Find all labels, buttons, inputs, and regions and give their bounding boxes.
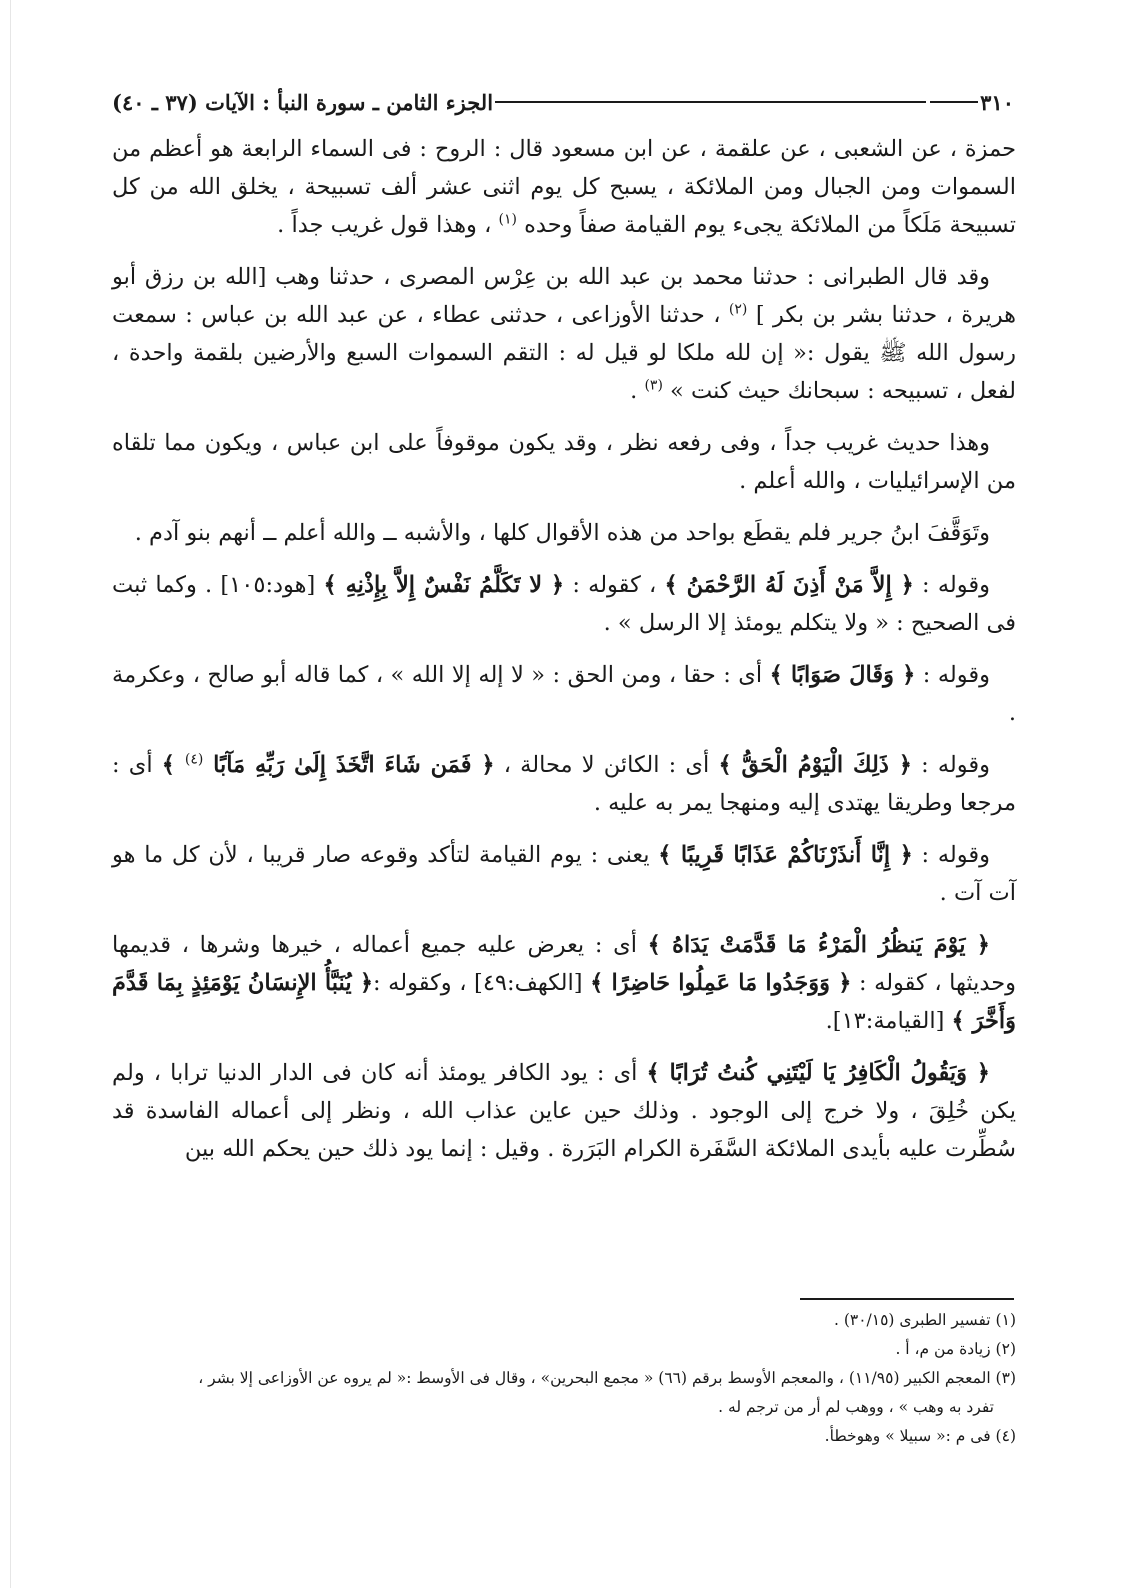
quran-quote: ﴿ لا تَكَلَّمُ نَفْسٌ إِلاَّ بِإِذْنِهِ ﴾ — [323, 572, 565, 598]
quran-quote: ﴿ يُنَبَّأُ الإِنسَانُ يَوْمَئِذٍ بِمَا قَدَّمَ وَأَخَّرَ ﴾ — [112, 970, 1016, 1034]
paragraph-1 — [112, 130, 1016, 244]
text-run: وقوله : — [911, 752, 991, 778]
footnote-marker: (٣) — [644, 377, 663, 394]
footnote-1: (١) تفسير الطبرى (٣٠/١٥) . — [833, 1311, 1016, 1329]
quran-quote: ﴿ وَقَالَ صَوَابًا ﴾ — [769, 662, 916, 688]
paragraph-3 — [112, 424, 1016, 500]
paragraph-10 — [112, 1054, 1016, 1168]
footnote-3-continued: تفرد به وهب » ، ووهب لم أر من ترجم له . — [718, 1398, 994, 1416]
running-header — [112, 84, 1014, 120]
quran-quote: ﴿ إِنَّا أَنذَرْنَاكُمْ عَذَابًا قَرِيبًا ﴾ — [658, 842, 913, 868]
footnote-marker: (١) — [498, 211, 517, 228]
footnote-separator — [800, 1298, 1014, 1300]
text-run: [هود:١٠٥] . وكما ثبت فى الصحيح : « ولا يتكلم يومئذ إلا الرسل » . — [112, 572, 1016, 636]
paragraph-6 — [112, 656, 1016, 732]
paragraph-2 — [112, 258, 1016, 410]
text-run: أى : يعرض عليه جميع أعماله ، خيرها وشرها ، قديمها وحديثها ، كقوله : — [112, 932, 1016, 996]
page-number: ٣١٠ — [980, 89, 1014, 115]
text-run: حمزة ، عن الشعبى ، عن علقمة ، عن ابن مسعود قال : الروح : فى السماء الرابعة هو أعظم من السموات ومن الجبال ومن الملائكة ، يسبح كل يوم اثنى عشر ألف تسبيحة ، يخلق الله من كل تسبيحة مَلَكاً من الملائكة يجىء يوم القيامة صفاً وحده — [112, 136, 1016, 238]
text-run: أى : مرجعا وطريقا يهتدى إليه ومنهجا يمر به عليه . — [112, 752, 1016, 816]
header-rule-short — [930, 101, 978, 103]
paragraph-5 — [112, 566, 1016, 642]
running-title: الجزء الثامن ـ سورة النبأ : الآيات (٣٧ ـ ٤٠) — [112, 89, 494, 115]
footnote-3: (٣) المعجم الكبير (١١/٩٥) ، والمعجم الأوسط برقم (٦٦) « مجمع البحرين» ، وقال فى الأوسط :« لم يروه عن الأوزاعى إلا بشر ، — [198, 1369, 1016, 1387]
paragraph-9 — [112, 926, 1016, 1040]
text-run: أى : حقا ، ومن الحق : « لا إله إلا الله » ، كما قاله أبو صالح ، وعكرمة . — [112, 662, 1016, 726]
quran-quote: ﴿ يَوْمَ يَنظُرُ الْمَرْءُ مَا قَدَّمَتْ يَدَاهُ ﴾ — [647, 932, 990, 958]
text-run: [القيامة:١٣]. — [825, 1008, 952, 1034]
quran-quote: ﴿ وَيَقُولُ الْكَافِرُ يَا لَيْتَنِي كُنتُ تُرَابًا ﴾ — [646, 1060, 990, 1086]
text-run: أى : يود الكافر يومئذ أنه كان فى الدار الدنيا ترابا ، ولم يكن خُلِقَ ، ولا خرج إلى الوجود . وذلك حين عاين عذاب الله ، ونظر إلى أعماله الفاسدة قد سُطِّرت عليه بأيدى الملائكة السَّفَرة الكرام البَرَرة . وقيل : إنما يود ذلك حين يحكم الله بين — [112, 1060, 1016, 1162]
body-text — [112, 130, 1016, 1182]
quran-quote: ﴿ وَوَجَدُوا مَا عَمِلُوا حَاضِرًا ﴾ — [590, 970, 852, 996]
footnote-marker: (٤) — [184, 751, 204, 768]
quran-quote: ﴿ ذَلِكَ الْيَوْمُ الْحَقُّ ﴾ — [718, 752, 912, 778]
paragraph-4 — [112, 514, 1016, 552]
text-run: وتَوَقَّفَ ابنُ جرير فلم يقطَع بواحد من هذه الأقوال كلها ، والأشبه ــ والله أعلم ــ أنهم بنو آدم . — [134, 520, 990, 546]
text-run: . — [630, 378, 645, 404]
text-run: وهذا حديث غريب جداً ، وفى رفعه نظر ، وقد يكون موقوفاً على ابن عباس ، ويكون مما تلقاه من الإسرائيليات ، والله أعلم . — [112, 430, 1016, 494]
footnote-marker: (٢) — [728, 301, 748, 318]
header-rule-long — [495, 101, 926, 103]
scan-edge-line — [10, 0, 11, 1588]
text-run: ، حدثنا الأوزاعى ، حدثنى عطاء ، عن عبد الله بن عباس : سمعت رسول الله ﷺ يقول :« إن لله ملكا لو قيل له : التقم السموات السبع والأرضين بلقمة واحدة ، لفعل ، تسبيحه : سبحانك حيث كنت » — [112, 302, 1016, 404]
footnote-2: (٢) زيادة من م، أ . — [895, 1340, 1016, 1358]
footnote-4: (٤) فى م :« سبيلا » وهوخطأ. — [824, 1427, 1016, 1445]
text-run: وقوله : — [913, 572, 990, 598]
text-run: أى : الكائن لا محالة ، — [494, 752, 719, 778]
text-run: [الكهف:٤٩] ، وكقوله : — [373, 970, 591, 996]
text-run: وقوله : — [915, 662, 990, 688]
paragraph-7 — [112, 746, 1016, 822]
footnotes — [112, 1306, 1016, 1451]
quran-quote: ﴿ فَمَن شَاءَ اتَّخَذَ إِلَىٰ رَبِّهِ مَآبًا — [203, 752, 495, 778]
paragraph-8 — [112, 836, 1016, 912]
text-run: ، كقوله : — [564, 572, 665, 598]
quran-quote: ﴿ إِلاَّ مَنْ أَذِنَ لَهُ الرَّحْمَنُ ﴾ — [664, 572, 914, 598]
text-run: يعنى : يوم القيامة لتأكد وقوعه صار قريبا ، لأن كل ما هو آت آت . — [112, 842, 1016, 906]
quran-quote: ﴾ — [161, 752, 185, 778]
text-run: ، وهذا قول غريب جداً . — [277, 212, 499, 238]
text-run: وقد قال الطبرانى : حدثنا محمد بن عبد الله بن عِرْس المصرى ، حدثنا وهب [الله بن رزق أبو هريرة ، حدثنا بشر بن بكر ] — [112, 264, 1016, 328]
text-run: وقوله : — [912, 842, 990, 868]
